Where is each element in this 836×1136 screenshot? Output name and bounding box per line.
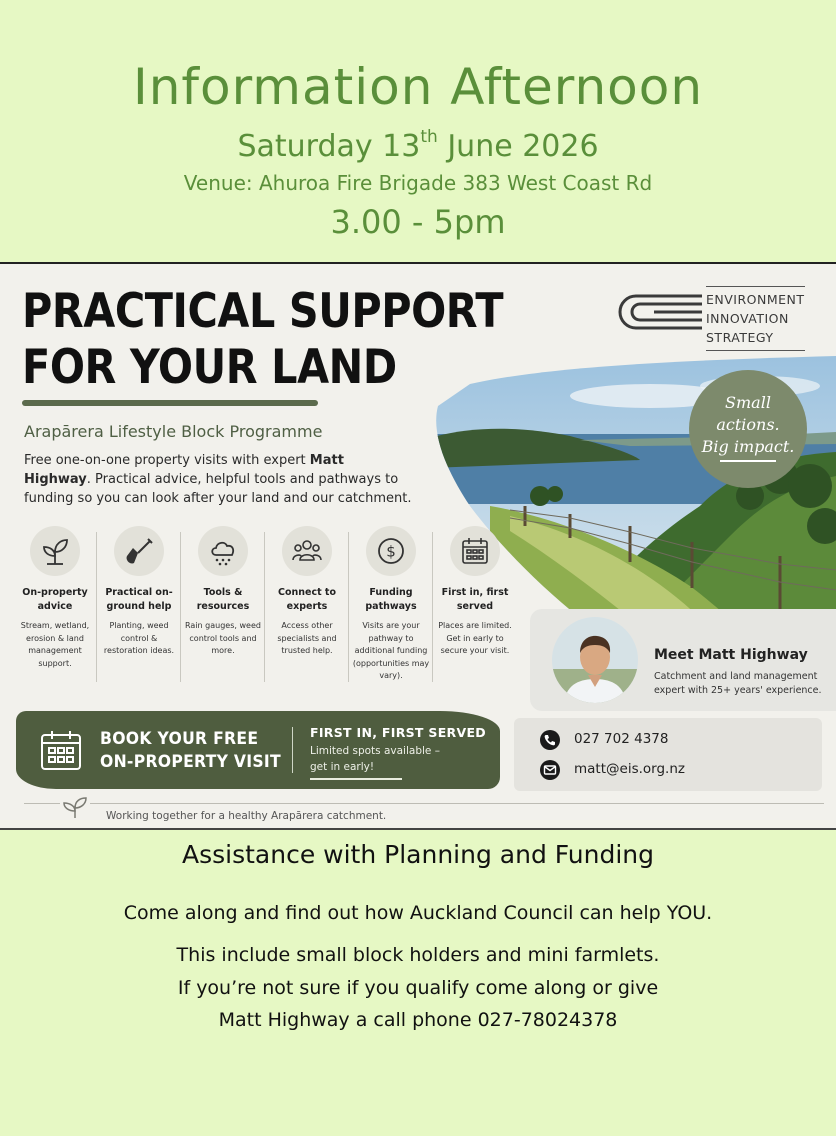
feature-practical-help bbox=[98, 526, 180, 692]
feature-title: On-property advice bbox=[22, 587, 88, 612]
headline-line-2: FOR YOUR LAND bbox=[22, 340, 397, 395]
assistance-line-1: Come along and find out how Auckland Council can help YOU. bbox=[123, 902, 713, 924]
contact-phone[interactable]: 027 702 4378 bbox=[574, 731, 669, 747]
feature-divider bbox=[96, 532, 97, 682]
eis-logo-mark bbox=[614, 292, 704, 332]
feature-title: Practical on-ground help bbox=[105, 587, 173, 612]
feature-tools-resources bbox=[182, 526, 264, 692]
eis-logo bbox=[612, 280, 812, 344]
programme-intro bbox=[24, 451, 414, 508]
feature-divider bbox=[180, 532, 181, 682]
logo-line-1: ENVIRONMENT bbox=[706, 292, 805, 307]
headline-line-1: PRACTICAL SUPPORT bbox=[22, 284, 504, 339]
intro-expert-name: Matt Highway bbox=[24, 453, 344, 487]
rain-cloud-icon bbox=[198, 526, 248, 576]
dollar-icon bbox=[366, 526, 416, 576]
assistance-line-3: If you’re not sure if you qualify come along or give bbox=[177, 977, 659, 999]
feature-desc: Planting, weed control & restoration ideas. bbox=[103, 621, 175, 655]
footer-tagline: Working together for a healthy Arapārera catchment. bbox=[106, 810, 387, 822]
first-in-heading: FIRST IN, FIRST SERVED bbox=[310, 725, 486, 740]
people-icon bbox=[282, 526, 332, 576]
event-date-month-year: June 2026 bbox=[437, 129, 599, 164]
event-header bbox=[0, 0, 836, 262]
event-title: Information Afternoon bbox=[132, 58, 704, 116]
feature-desc: Stream, wetland, erosion & land management support. bbox=[20, 621, 90, 668]
event-date bbox=[0, 127, 836, 164]
email-icon bbox=[540, 760, 560, 780]
feature-desc: Visits are your pathway to additional funding (opportunities may vary). bbox=[352, 621, 430, 680]
feature-divider bbox=[432, 532, 433, 682]
limited-spots-text bbox=[310, 743, 470, 775]
logo-line-2: INNOVATION bbox=[706, 311, 789, 326]
expert-description: Catchment and land management expert with 25+ years' experience. bbox=[654, 671, 822, 696]
programme-name: Arapārera Lifestyle Block Programme bbox=[24, 422, 323, 441]
event-date-day: Saturday 13 bbox=[237, 129, 421, 164]
feature-title: Tools & resources bbox=[196, 587, 250, 612]
event-venue: Venue: Ahuroa Fire Brigade 383 West Coast Rd bbox=[183, 171, 653, 195]
assistance-line-4: Matt Highway a call phone 027-78024378 bbox=[218, 1009, 618, 1031]
badge-line-2: actions. bbox=[716, 415, 780, 434]
assistance-line-2: This include small block holders and mini farmlets. bbox=[176, 944, 660, 966]
feature-divider bbox=[264, 532, 265, 682]
feature-on-property-advice bbox=[14, 526, 96, 692]
avatar bbox=[552, 617, 638, 703]
expert-name: Meet Matt Highway bbox=[654, 647, 808, 663]
feature-title: Funding pathways bbox=[365, 587, 417, 612]
book-visit-banner bbox=[16, 711, 500, 789]
book-visit-heading bbox=[100, 728, 281, 774]
book-line-2: ON-PROPERTY VISIT bbox=[100, 752, 281, 772]
small-actions-badge bbox=[689, 370, 807, 488]
leaf-icon bbox=[60, 794, 90, 820]
logo-line-3: STRATEGY bbox=[706, 330, 774, 345]
intro-text-b: . Practical advice, helpful tools and pathways to funding so you can look after your land and our catchment. bbox=[24, 472, 412, 506]
banner-divider bbox=[292, 727, 293, 773]
svg-text:$: $ bbox=[386, 542, 396, 561]
programme-flyer bbox=[0, 262, 836, 830]
feature-divider bbox=[348, 532, 349, 682]
badge-underline bbox=[720, 460, 776, 462]
event-date-suffix: th bbox=[420, 127, 438, 147]
brush-divider bbox=[22, 400, 318, 406]
limited-line-1: Limited spots available – bbox=[310, 745, 440, 757]
feature-desc: Rain gauges, weed control tools and more. bbox=[185, 621, 261, 655]
footer-divider bbox=[24, 803, 824, 804]
meet-expert-card bbox=[530, 609, 836, 711]
event-time: 3.00 - 5pm bbox=[330, 203, 506, 241]
calendar-icon bbox=[40, 729, 82, 771]
limited-line-2: get in early! bbox=[310, 761, 375, 773]
feature-desc: Places are limited. Get in early to secure your visit. bbox=[438, 621, 512, 655]
sprout-icon bbox=[30, 526, 80, 576]
intro-text-a: Free one-on-one property visits with expert bbox=[24, 453, 310, 468]
feature-title: Connect to experts bbox=[277, 587, 337, 612]
feature-funding-pathways bbox=[350, 526, 432, 692]
contact-card bbox=[514, 718, 822, 791]
badge-line-1: Small bbox=[725, 393, 771, 412]
badge-line-3: Big impact. bbox=[701, 437, 795, 456]
phone-icon bbox=[540, 730, 560, 750]
assistance-heading: Assistance with Planning and Funding bbox=[182, 840, 654, 869]
book-line-1: BOOK YOUR FREE bbox=[100, 729, 259, 749]
eis-logo-text bbox=[706, 286, 805, 351]
feature-first-in bbox=[434, 526, 516, 692]
features-row bbox=[14, 526, 512, 692]
brush-underline bbox=[310, 778, 402, 780]
feature-title: First in, first served bbox=[441, 587, 509, 612]
calendar-icon bbox=[450, 526, 500, 576]
shovel-icon bbox=[114, 526, 164, 576]
feature-desc: Access other specialists and trusted help. bbox=[277, 621, 337, 655]
feature-connect-experts bbox=[266, 526, 348, 692]
contact-email[interactable]: matt@eis.org.nz bbox=[574, 761, 685, 777]
